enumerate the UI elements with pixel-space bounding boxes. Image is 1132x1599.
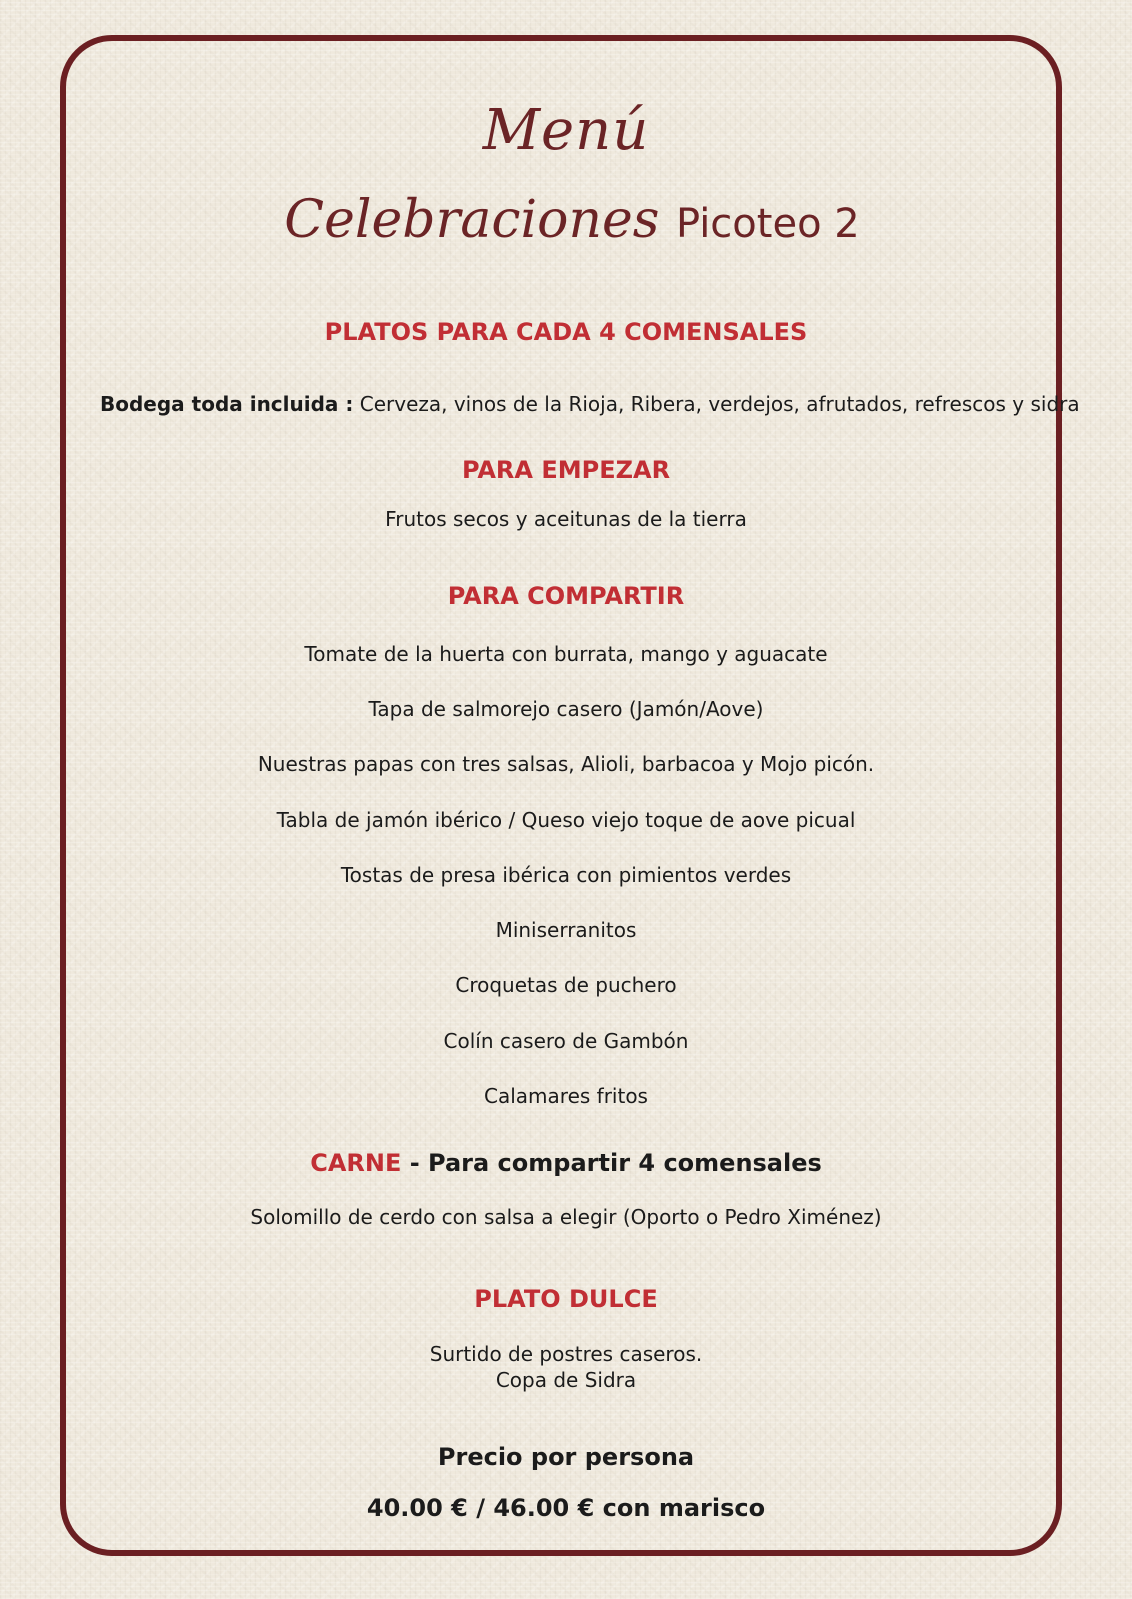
section-heading-platos: PLATOS PARA CADA 4 COMENSALES — [324, 318, 808, 346]
section-heading-dulce: PLATO DULCE — [474, 1285, 658, 1313]
menu-item: Tapa de salmorejo casero (Jamón/Aove) — [368, 697, 764, 721]
price-label: Precio por persona — [437, 1443, 695, 1471]
subtitle-plain: Picoteo 2 — [675, 201, 860, 247]
menu-item: Miniserranitos — [495, 918, 637, 942]
menu-item: Colín casero de Gambón — [443, 1029, 689, 1053]
section-heading-carne — [0, 1149, 1132, 1177]
price-value: 40.00 € / 46.00 € con marisco — [366, 1494, 766, 1522]
menu-item: Tostas de presa ibérica con pimientos verdes — [340, 863, 792, 887]
menu-item: Surtido de postres caseros. — [429, 1342, 703, 1366]
section-heading-compartir: PARA COMPARTIR — [447, 582, 685, 610]
menu-item: Copa de Sidra — [495, 1368, 637, 1392]
bodega-label: Bodega toda incluida : — [100, 392, 354, 416]
bodega-line — [100, 392, 1080, 416]
menu-item: Nuestras papas con tres salsas, Alioli, barbacoa y Mojo picón. — [257, 752, 875, 776]
menu-item: Calamares fritos — [484, 1084, 648, 1108]
section-heading-empezar: PARA EMPEZAR — [461, 456, 671, 484]
menu-border-frame — [60, 35, 1062, 1556]
menu-title: Menú — [482, 98, 650, 163]
bodega-text: Cerveza, vinos de la Rioja, Ribera, verdejos, afrutados, refrescos y sidra — [353, 392, 1080, 416]
carne-heading-red: CARNE — [310, 1149, 402, 1177]
menu-item: Solomillo de cerdo con salsa a elegir (Oporto o Pedro Ximénez) — [250, 1205, 882, 1229]
carne-heading-rest: - Para compartir 4 comensales — [401, 1149, 822, 1177]
menu-item: Frutos secos y aceitunas de la tierra — [385, 507, 747, 531]
menu-item: Croquetas de puchero — [455, 973, 677, 997]
subtitle-script: Celebraciones — [284, 190, 660, 250]
menu-subtitle — [6, 190, 1132, 250]
menu-item: Tabla de jamón ibérico / Queso viejo toque de aove picual — [276, 808, 856, 832]
menu-item: Tomate de la huerta con burrata, mango y aguacate — [304, 642, 828, 666]
